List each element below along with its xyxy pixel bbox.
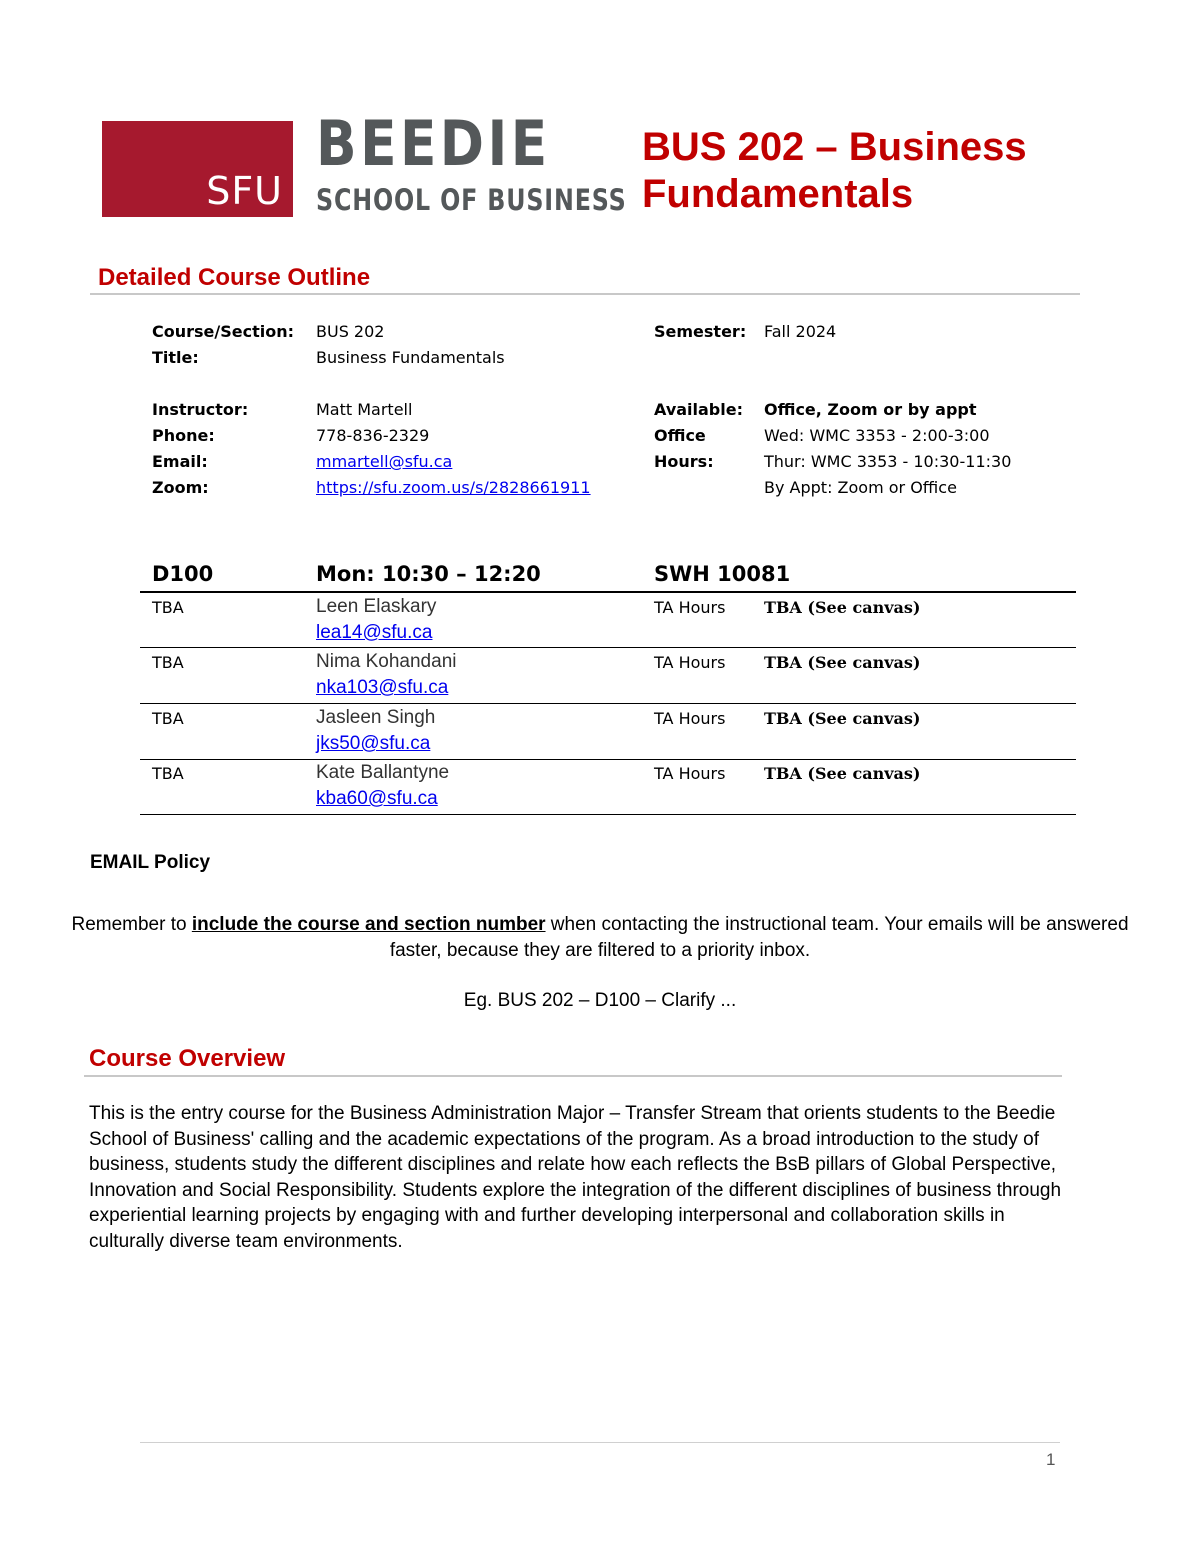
phone-label: Phone: xyxy=(152,426,215,445)
email-policy-title: EMAIL Policy xyxy=(90,852,211,873)
ta-table-bottom-rule xyxy=(140,814,1076,815)
ta-hours: TBA (See canvas) xyxy=(764,598,921,617)
info-values-right xyxy=(764,319,1011,501)
course-section-value: BUS 202 xyxy=(316,322,385,341)
instructor-email-link[interactable]: mmartell@sfu.ca xyxy=(316,452,453,471)
section-code: D100 xyxy=(152,562,214,586)
ta-table-top-rule xyxy=(140,591,1076,593)
ta-slot: TBA xyxy=(152,709,184,728)
info-labels-left xyxy=(152,319,294,501)
ta-contact xyxy=(316,649,456,702)
ta-email-link[interactable]: kba60@sfu.ca xyxy=(316,788,438,809)
title-label: Title: xyxy=(152,348,199,367)
office-label: Office xyxy=(654,426,706,445)
office-hours-2: Thur: WMC 3353 - 10:30-11:30 xyxy=(764,452,1012,471)
ta-hours-label: TA Hours xyxy=(654,709,726,728)
overview-body: This is the entry course for the Business Administration Major – Transfer Stream that orients students to the Beedie School of Business' calling and the academic expectations of the program. As a broad introduction to the study of business, students study the different disciplines and relate how each reflects the BsB pillars of Global Perspective, Innovation and Social Responsibility. Students explore the integration of the different disciplines of business through experiential learning projects by engaging with and further developing interpersonal and collaboration skills in culturally diverse team environments. xyxy=(89,1103,1062,1252)
ta-email-link[interactable]: nka103@sfu.ca xyxy=(316,677,449,698)
section-time: Mon: 10:30 – 12:20 xyxy=(316,562,541,586)
ta-slot: TBA xyxy=(152,598,184,617)
ta-name: Leen Elaskary xyxy=(316,596,437,617)
logo-beedie-text: BEEDIE xyxy=(316,107,551,180)
office-hours-3: By Appt: Zoom or Office xyxy=(764,478,957,497)
instructor-value: Matt Martell xyxy=(316,400,413,419)
instructor-label: Instructor: xyxy=(152,400,249,419)
zoom-label: Zoom: xyxy=(152,478,209,497)
course-title-line-2: Fundamentals xyxy=(642,172,914,216)
email-policy-text-end: when contacting the instructional team. Your emails will be answered faster, because they are filtered to a priority inbox. xyxy=(389,914,1129,961)
ta-slot: TBA xyxy=(152,653,184,672)
ta-row-rule xyxy=(140,647,1076,648)
ta-name: Jasleen Singh xyxy=(316,707,436,728)
email-policy-text-start: Remember to xyxy=(71,914,192,935)
zoom-link[interactable]: https://sfu.zoom.us/s/2828661911 xyxy=(316,478,591,497)
footer-rule xyxy=(140,1442,1060,1443)
ta-contact xyxy=(316,760,449,813)
available-label: Available: xyxy=(654,400,743,419)
ta-hours: TBA (See canvas) xyxy=(764,764,921,783)
info-labels-right xyxy=(654,319,746,475)
ta-hours-label: TA Hours xyxy=(654,598,726,617)
ta-hours-label: TA Hours xyxy=(654,653,726,672)
logo-school-text: SCHOOL OF BUSINESS xyxy=(316,183,627,217)
email-label: Email: xyxy=(152,452,208,471)
email-policy-example: Eg. BUS 202 – D100 – Clarify ... xyxy=(463,990,737,1011)
overview-heading: Course Overview xyxy=(89,1045,286,1072)
course-title xyxy=(642,124,1162,218)
hours-label: Hours: xyxy=(654,452,714,471)
outline-heading: Detailed Course Outline xyxy=(98,264,371,291)
ta-contact xyxy=(316,705,435,758)
outline-heading-rule xyxy=(90,293,1080,295)
ta-contact xyxy=(316,594,436,647)
info-values-left xyxy=(316,319,591,501)
course-title-line-1: BUS 202 – Business xyxy=(642,125,1027,169)
section-room: SWH 10081 xyxy=(654,562,791,586)
logo-sfu-text: SFU xyxy=(206,169,283,213)
ta-email-link[interactable]: lea14@sfu.ca xyxy=(316,622,433,643)
ta-hours: TBA (See canvas) xyxy=(764,709,921,728)
email-policy-text xyxy=(70,912,1130,964)
ta-name: Kate Ballantyne xyxy=(316,762,450,783)
ta-email-link[interactable]: jks50@sfu.ca xyxy=(316,733,431,754)
email-policy-emphasis: include the course and section number xyxy=(191,914,546,935)
course-section-label: Course/Section: xyxy=(152,322,295,341)
sfu-logo-block xyxy=(102,121,293,217)
ta-row-rule xyxy=(140,759,1076,760)
semester-label: Semester: xyxy=(654,322,747,341)
available-value: Office, Zoom or by appt xyxy=(764,400,977,419)
ta-row-rule xyxy=(140,703,1076,704)
ta-slot: TBA xyxy=(152,764,184,783)
phone-value: 778-836-2329 xyxy=(316,426,430,445)
office-hours-1: Wed: WMC 3353 - 2:00-3:00 xyxy=(764,426,990,445)
ta-hours: TBA (See canvas) xyxy=(764,653,921,672)
overview-heading-rule xyxy=(84,1075,1062,1077)
ta-hours-label: TA Hours xyxy=(654,764,726,783)
semester-value: Fall 2024 xyxy=(764,322,837,341)
ta-name: Nima Kohandani xyxy=(316,651,457,672)
page-number: 1 xyxy=(1046,1450,1056,1469)
title-value: Business Fundamentals xyxy=(316,348,505,367)
